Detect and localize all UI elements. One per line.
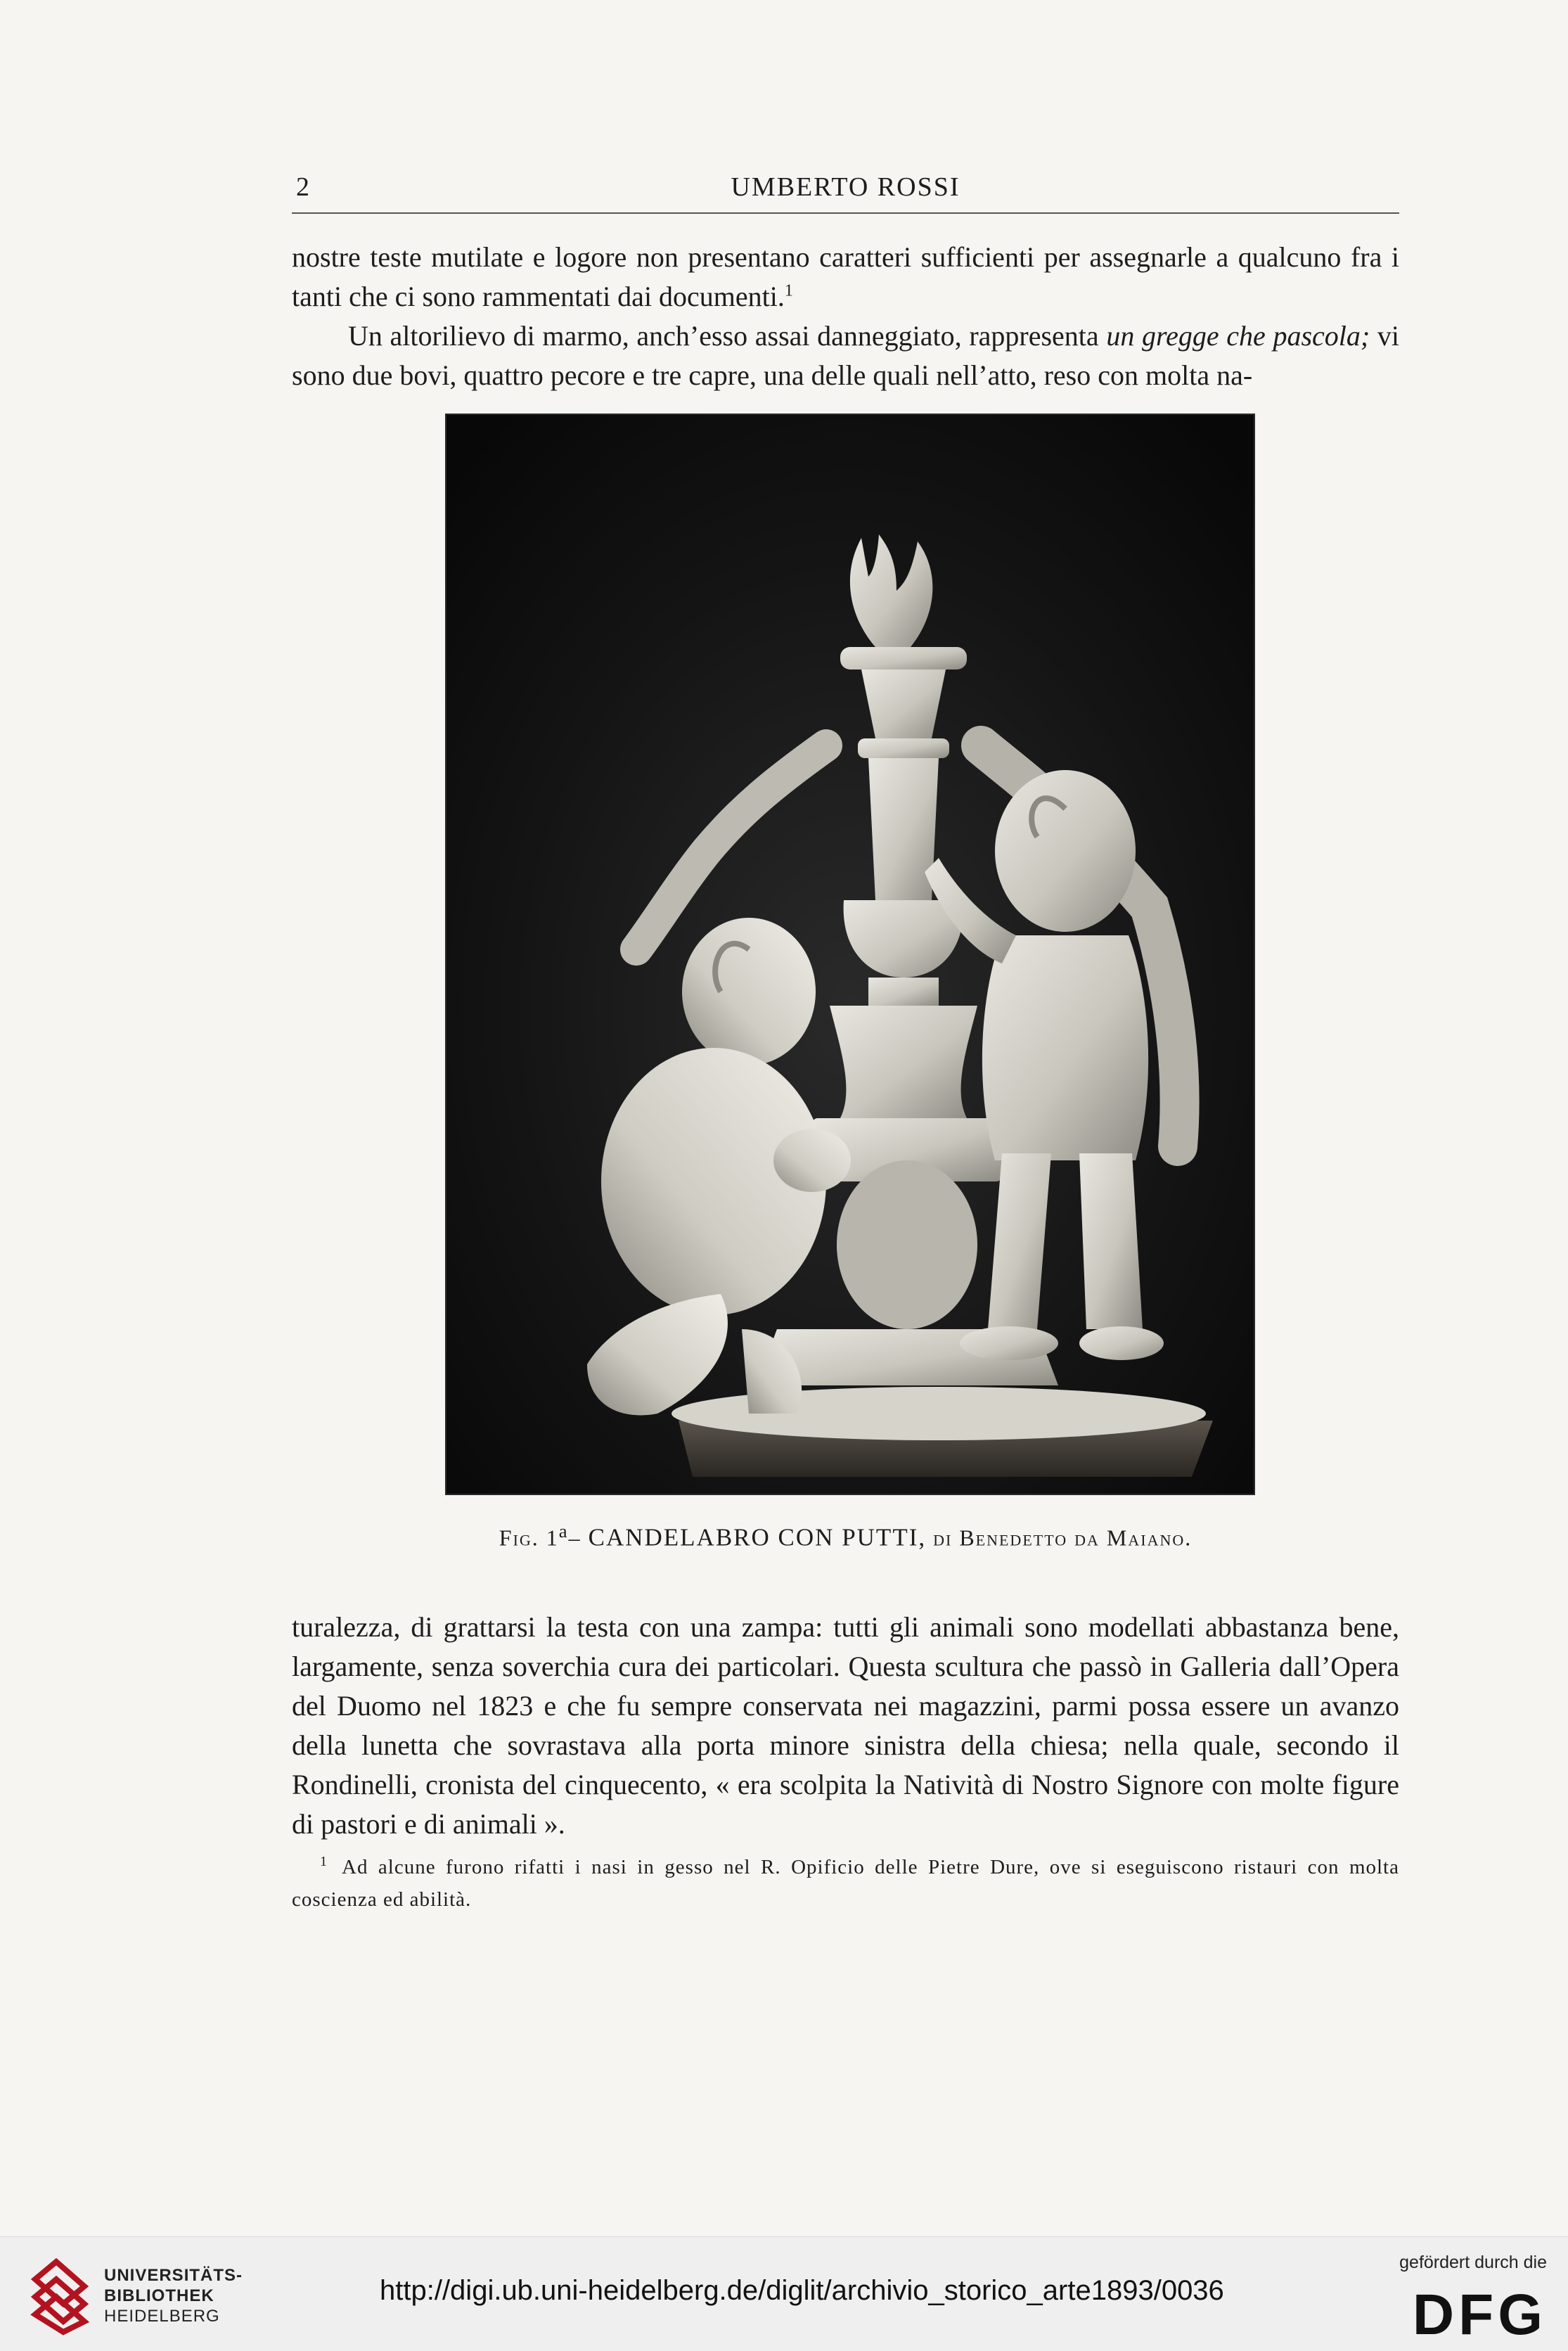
running-head xyxy=(292,172,1399,207)
caption-attribution: di Benedetto da Maiano. xyxy=(933,1525,1193,1551)
body-text-top xyxy=(292,238,1399,395)
body-text-bottom xyxy=(292,1608,1399,1844)
header-rule xyxy=(292,212,1399,214)
digitization-footer xyxy=(0,2236,1568,2351)
university-library-name: UNIVERSITÄTS- BIBLIOTHEK HEIDELBERG xyxy=(104,2266,243,2326)
footnote-text: Ad alcune furono rifatti i nasi in gesso nel R. Opificio delle Pietre Dure, ove si eseguiscono ristauri con molta coscienza ed abilità. xyxy=(292,1856,1399,1911)
caption-title: CANDELABRO CON PUTTI, xyxy=(588,1523,927,1551)
paragraph-1: nostre teste mutilate e logore non presentano caratteri sufficienti per assegnarle a qualcuno fra i tanti che ci sono rammentati dai documenti.$^1$ xyxy=(292,241,1399,312)
footnote xyxy=(292,1851,1399,1916)
figure-photograph xyxy=(446,415,1254,1494)
page-number: 2 xyxy=(296,172,310,202)
candelabra-photo-illustration xyxy=(446,415,1254,1494)
italic-phrase: un gregge che pascola; xyxy=(1106,320,1370,352)
footnote-mark: 1 xyxy=(320,1854,328,1870)
figure-caption: Fig. 1$^a$– CANDELABRO CON PUTTI, di Benedetto da Maiano. xyxy=(499,1520,1193,1551)
footnote-reference[interactable]: 1 xyxy=(784,281,793,300)
university-library-logo-icon[interactable] xyxy=(28,2258,91,2336)
funder-label: gefördert durch die xyxy=(1399,2253,1547,2272)
paragraph-2: Un altorilievo di marmo, anch’esso assai danneggiato, rappresenta un gregge che pascola; vi sono due bovi, quattro pecore e tre capre, una delle quali nell’atto, reso con molta na- xyxy=(292,320,1399,391)
paragraph-3: turalezza, di grattarsi la testa con una zampa: tutti gli animali sono modellati abbastanza bene, largamente, senza soverchia cura dei particolari. Questa scultura che passò in Galleria dall’Opera del Duomo nel 1823 e che fu sempre conservata nei magazzini, parmi possa essere un avanzo della lunetta che sovrastava alla porta minore sinistra della chiesa; nella quale, secondo il Rondinelli, cronista del cinquecento, « era scolpita la Natività di Nostro Signore con molte figure di pastori e di animali ». xyxy=(292,1611,1399,1840)
permalink-url[interactable]: http://digi.ub.uni-heidelberg.de/diglit/archivio_storico_arte1893/0036 xyxy=(380,2275,1224,2306)
running-head-author: UMBERTO ROSSI xyxy=(731,172,960,202)
dfg-logo[interactable]: DFG xyxy=(1412,2283,1547,2347)
